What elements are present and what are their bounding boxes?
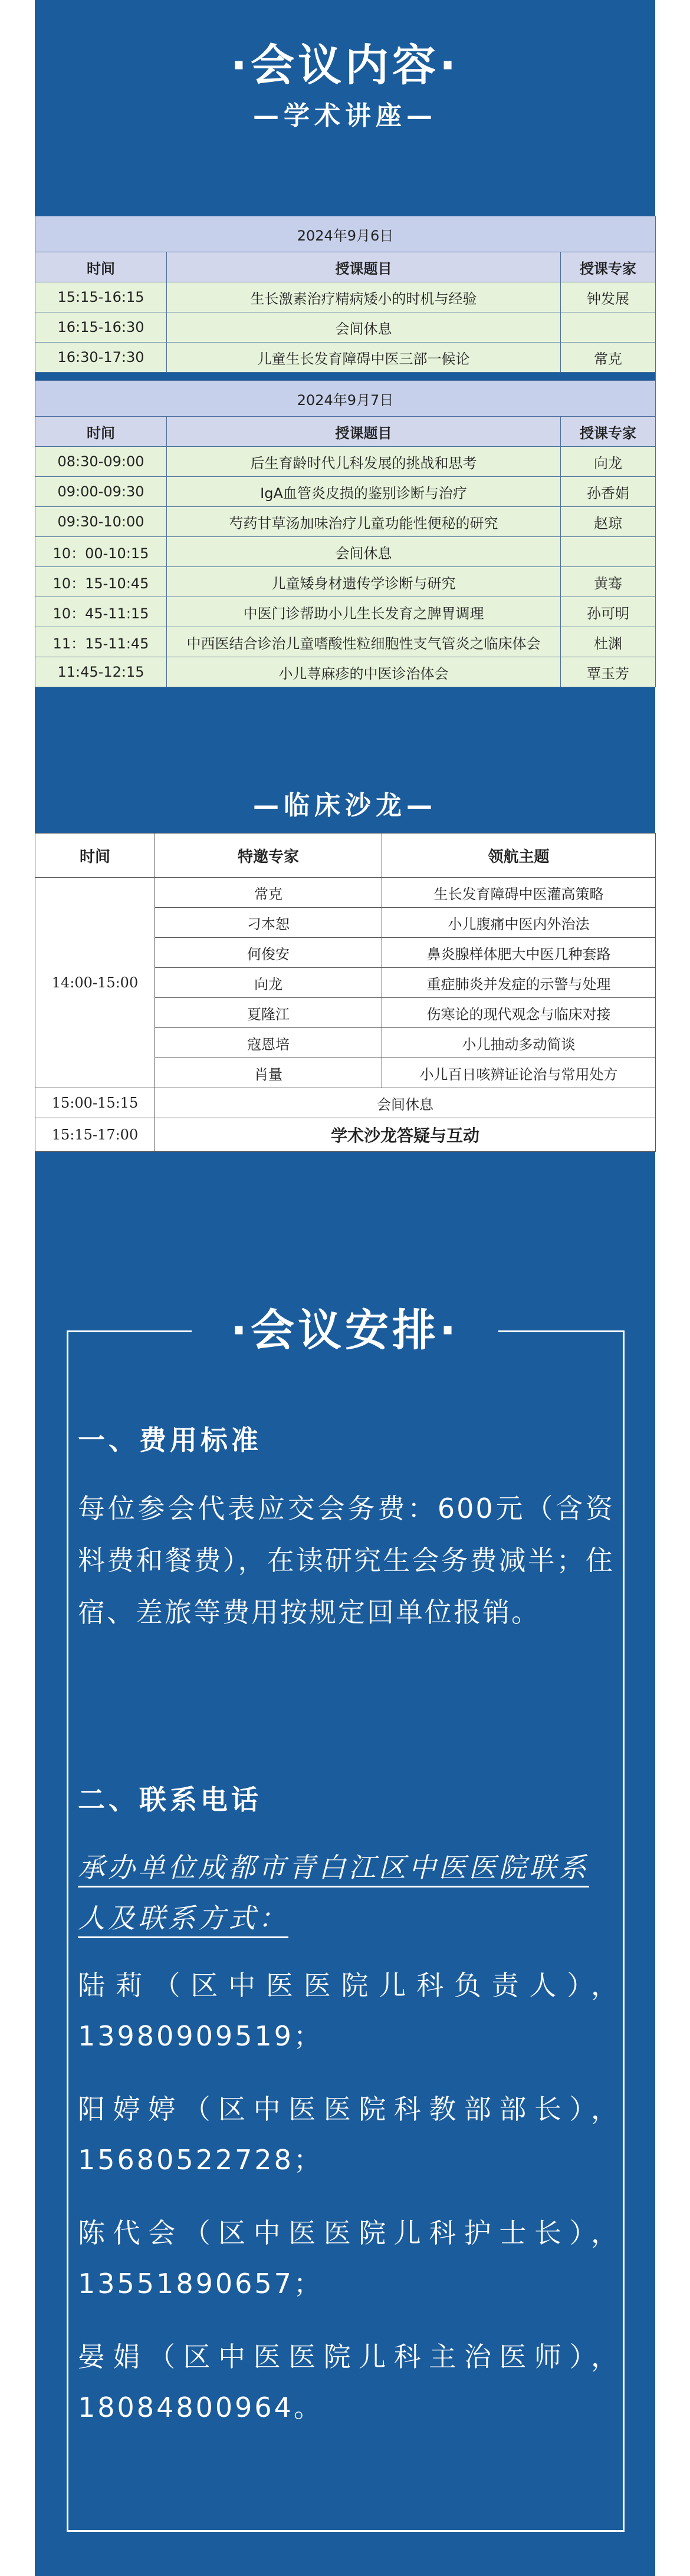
table-row — [35, 447, 656, 477]
arrangement-title: ·会议安排· — [192, 1301, 498, 1360]
contact-item — [78, 2208, 620, 2309]
salon-main-time: 14:00-15:00 — [35, 878, 155, 1088]
col-time: 时间 — [35, 252, 167, 282]
contact-item — [78, 1960, 620, 2061]
day1-date: 2024年9月6日 — [35, 216, 656, 252]
row-expert — [561, 537, 656, 567]
row-topic: 儿童矮身材遗传学诊断与研究 — [167, 567, 561, 597]
col-expert: 授课专家 — [561, 417, 656, 447]
table-row — [35, 657, 656, 687]
row-time: 09:30-10:00 — [35, 507, 167, 537]
salon-subtitle: —临床沙龙— — [253, 790, 437, 821]
fee-heading: 一、费用标准 — [78, 1424, 262, 1456]
table-row — [35, 537, 656, 567]
salon-qa-time: 15:15-17:00 — [35, 1118, 155, 1152]
day2-date: 2024年9月7日 — [35, 381, 656, 417]
salon-break-time: 15:00-15:15 — [35, 1088, 155, 1118]
col-topic: 授课题目 — [167, 417, 561, 447]
row-expert: 覃玉芳 — [561, 657, 656, 687]
row-time: 09:00-09:30 — [35, 477, 167, 507]
table-row — [35, 567, 656, 597]
row-topic: 生长激素治疗精病矮小的时机与经验 — [167, 282, 561, 312]
contact-intro — [78, 1842, 615, 1943]
contact-phone: 13551890657； — [78, 2268, 323, 2300]
salon-break-label: 会间休息 — [155, 1088, 656, 1118]
contact-item — [78, 2331, 620, 2433]
row-topic: 小儿荨麻疹的中医诊治体会 — [167, 657, 561, 687]
row-topic: 中西医结合诊治儿童嗜酸性粒细胞性支气管炎之临床体会 — [167, 627, 561, 657]
salon-expert: 何俊安 — [155, 938, 382, 968]
salon-expert: 向龙 — [155, 968, 382, 998]
contact-intro-text: 承办单位成都市青白江区中医医院联系人及联系方式： — [78, 1852, 589, 1938]
row-time: 10：45-11:15 — [35, 597, 167, 627]
table-row — [35, 282, 656, 312]
row-time: 11:45-12:15 — [35, 657, 167, 687]
contact-name: 晏娟（区中医医院儿科主治医师）， — [78, 2341, 620, 2373]
row-time: 10：15-10:45 — [35, 567, 167, 597]
row-topic: 后生育龄时代儿科发展的挑战和思考 — [167, 447, 561, 477]
row-time: 16:30-17:30 — [35, 342, 167, 373]
col-time: 时间 — [35, 834, 155, 878]
table-row — [35, 342, 656, 373]
col-time: 时间 — [35, 417, 167, 447]
salon-qa-label: 学术沙龙答疑与互动 — [155, 1118, 656, 1152]
table-row — [35, 627, 656, 657]
row-expert: 孙可明 — [561, 597, 656, 627]
salon-theme: 生长发育障碍中医灌高策略 — [382, 878, 656, 908]
col-expert: 授课专家 — [561, 252, 656, 282]
table-row — [35, 878, 656, 908]
row-expert: 常克 — [561, 342, 656, 373]
row-time: 16:15-16:30 — [35, 312, 167, 342]
page-title: ·会议内容· — [230, 40, 460, 91]
contact-name: 陈代会（区中医医院儿科护士长）， — [78, 2217, 620, 2249]
salon-expert: 肖量 — [155, 1058, 382, 1088]
col-guest-expert: 特邀专家 — [155, 834, 382, 878]
table-row — [35, 597, 656, 627]
salon-theme: 小儿抽动多动简谈 — [382, 1028, 656, 1058]
row-topic: 会间休息 — [167, 312, 561, 342]
col-topic: 授课题目 — [167, 252, 561, 282]
lecture-subtitle: —学术讲座— — [253, 101, 437, 131]
contact-name: 阳婷婷（区中医医院科教部部长）， — [78, 2093, 620, 2125]
salon-expert: 寇恩培 — [155, 1028, 382, 1058]
row-time: 15:15-16:15 — [35, 282, 167, 312]
contact-heading: 二、联系电话 — [78, 1784, 262, 1816]
row-time: 10：00-10:15 — [35, 537, 167, 567]
row-topic: 芍药甘草汤加味治疗儿童功能性便秘的研究 — [167, 507, 561, 537]
salon-table — [35, 833, 656, 1152]
row-expert: 杜渊 — [561, 627, 656, 657]
contact-phone: 18084800964。 — [78, 2391, 323, 2423]
row-topic: 会间休息 — [167, 537, 561, 567]
row-topic: 儿童生长发育障碍中医三部一候论 — [167, 342, 561, 373]
salon-expert: 常克 — [155, 878, 382, 908]
row-expert: 黄骞 — [561, 567, 656, 597]
salon-theme: 小儿腹痛中医内外治法 — [382, 908, 656, 938]
row-expert: 向龙 — [561, 447, 656, 477]
fee-text: 每位参会代表应交会务费：600元（含资料费和餐费），在读研究生会务费减半；住宿、差旅等费用按规定回单位报销。 — [78, 1493, 615, 1628]
salon-theme: 小儿百日咳辨证论治与常用处方 — [382, 1058, 656, 1088]
table-divider — [35, 373, 656, 381]
salon-expert: 夏隆江 — [155, 998, 382, 1028]
contact-phone: 15680522728； — [78, 2144, 323, 2176]
salon-theme: 伤寒论的现代观念与临床对接 — [382, 998, 656, 1028]
row-topic: 中医门诊帮助小儿生长发育之脾胃调理 — [167, 597, 561, 627]
col-theme: 领航主题 — [382, 834, 656, 878]
table-row — [35, 1118, 656, 1152]
row-expert: 赵琼 — [561, 507, 656, 537]
table-row — [35, 477, 656, 507]
table-row — [35, 507, 656, 537]
salon-theme: 鼻炎腺样体肥大中医几种套路 — [382, 938, 656, 968]
salon-expert: 刁本恕 — [155, 908, 382, 938]
lecture-schedule-table — [35, 216, 656, 687]
contact-name: 陆莉（区中医医院儿科负责人）， — [78, 1969, 620, 2001]
row-time: 11：15-11:45 — [35, 627, 167, 657]
row-expert: 孙香娟 — [561, 477, 656, 507]
salon-theme: 重症肺炎并发症的示警与处理 — [382, 968, 656, 998]
contact-phone: 13980909519； — [78, 2020, 323, 2052]
row-time: 08:30-09:00 — [35, 447, 167, 477]
table-row — [35, 1088, 656, 1118]
row-topic: IgA血管炎皮损的鉴别诊断与治疗 — [167, 477, 561, 507]
row-expert — [561, 312, 656, 342]
row-expert: 钟发展 — [561, 282, 656, 312]
contact-item — [78, 2084, 620, 2185]
table-row — [35, 312, 656, 342]
